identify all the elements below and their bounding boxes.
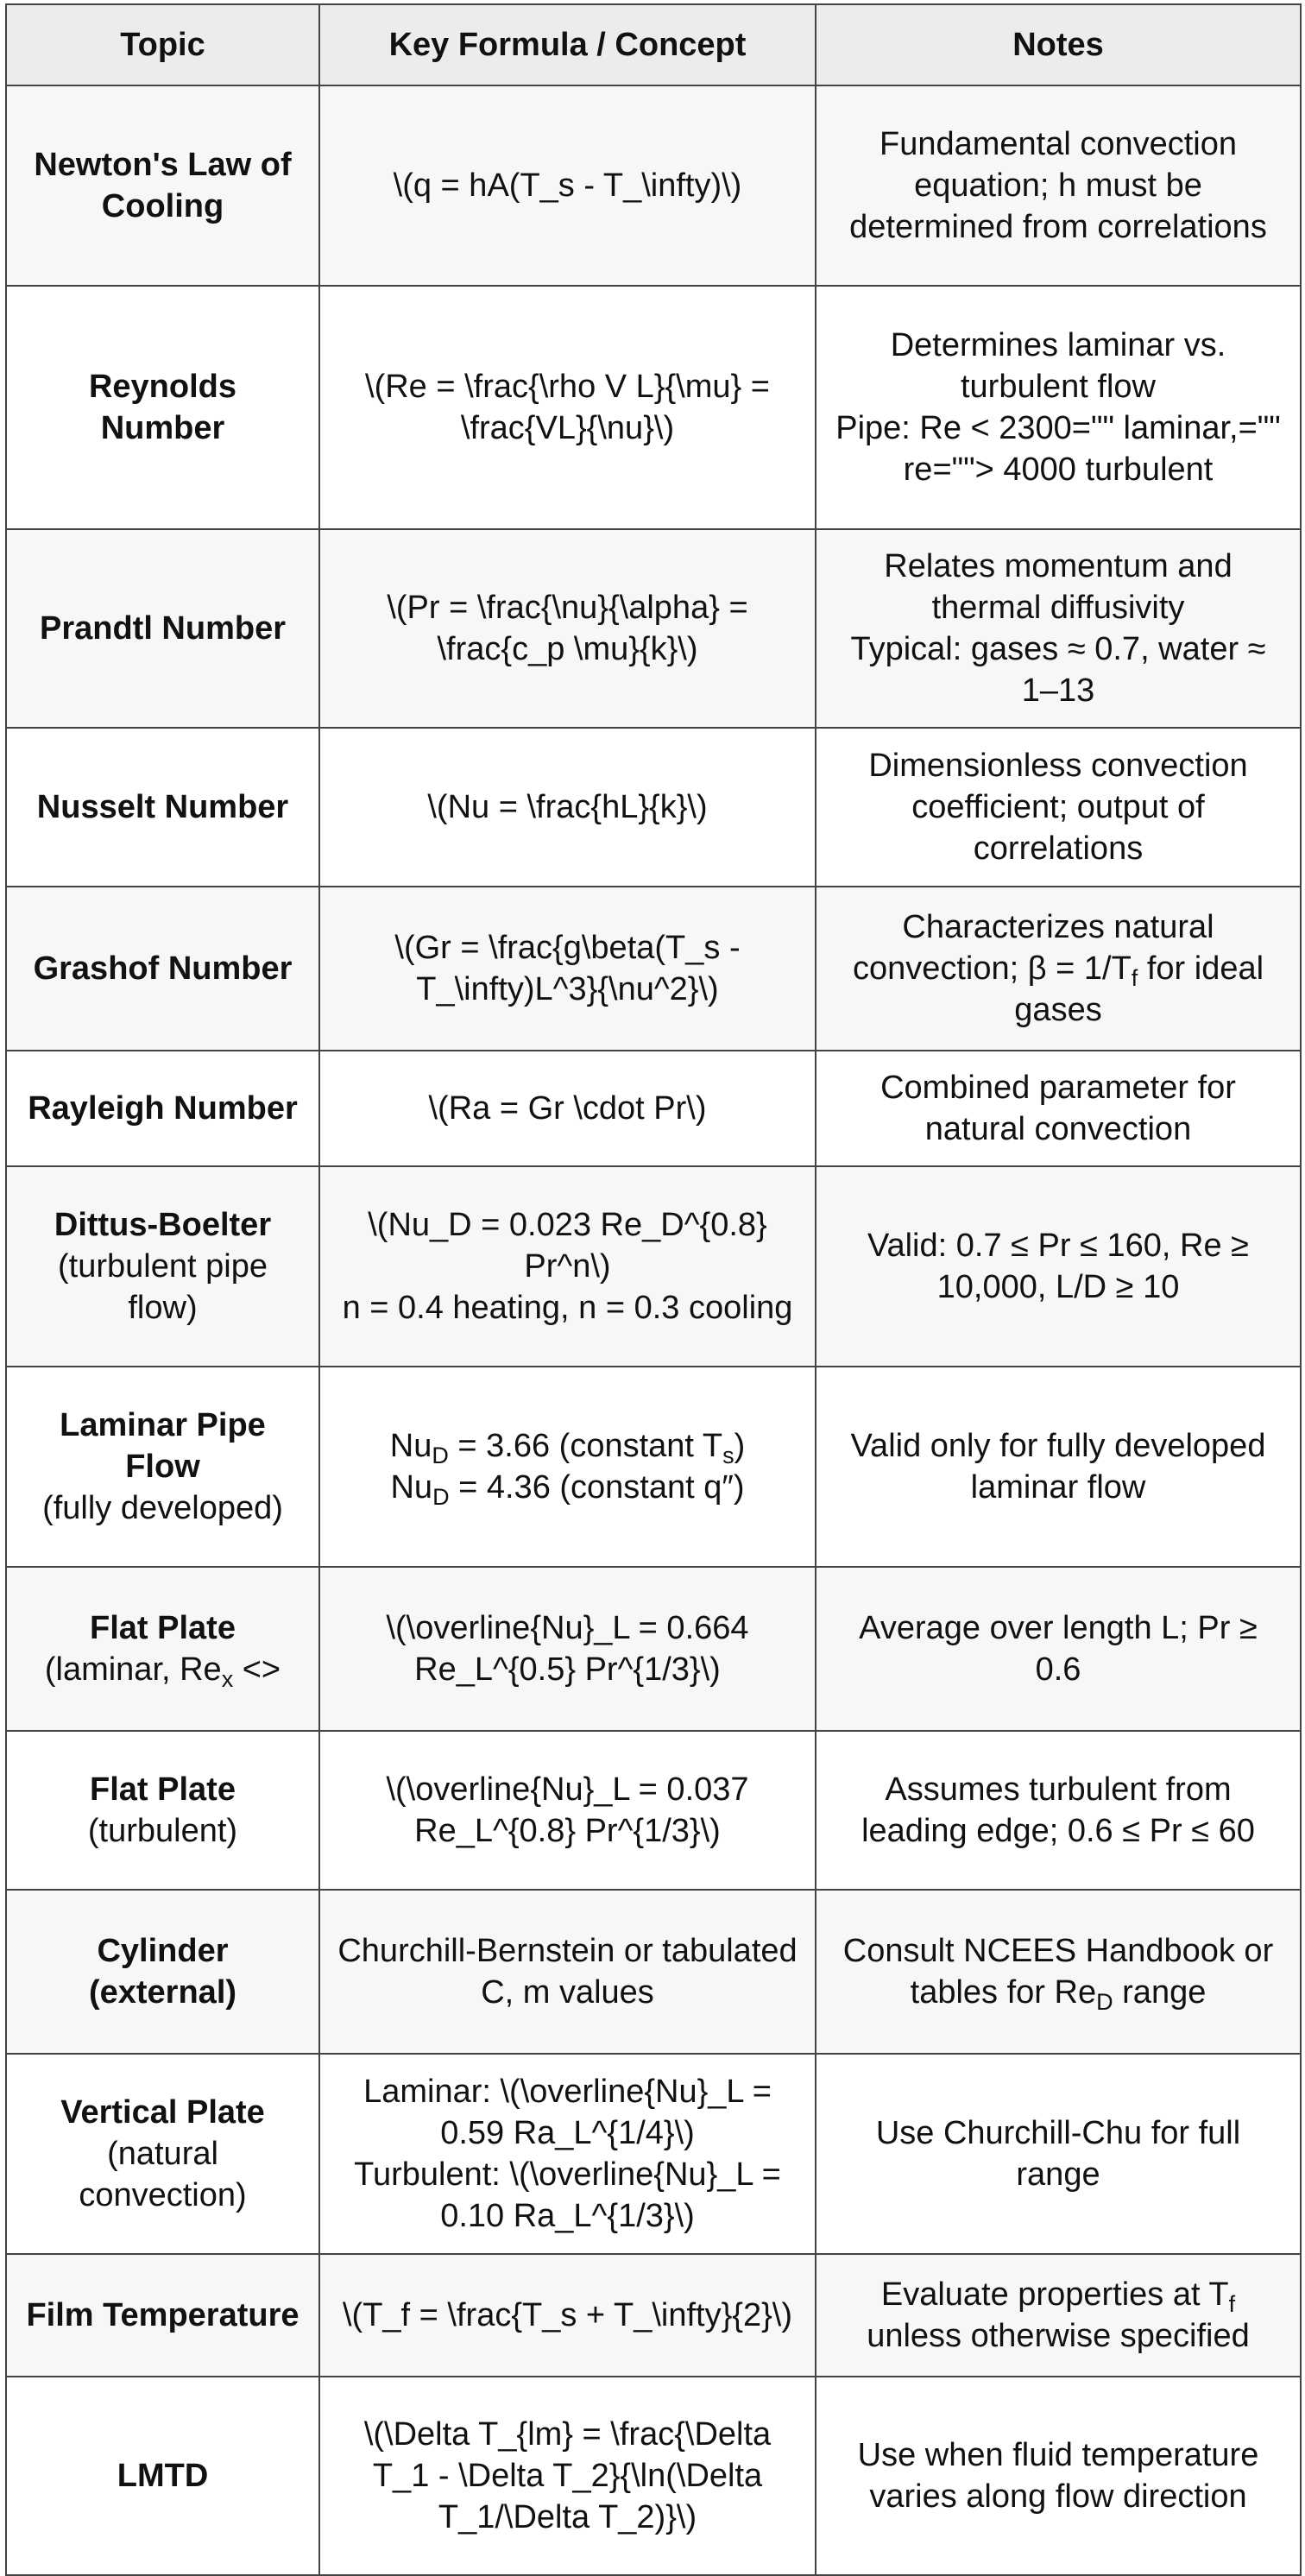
topic-title: Grashof Number — [33, 950, 293, 987]
formula-cell: \(q = hA(T_s - T_\infty)\) — [319, 85, 816, 286]
formula-text: ) — [734, 1428, 746, 1464]
notes-cell: Dimensionless convection coefficient; output of correlations — [816, 728, 1301, 887]
topic-subtitle: (turbulent) — [87, 1813, 238, 1849]
table-row — [6, 1166, 1301, 1367]
notes-cell: Assumes turbulent from leading edge; 0.6 ≤ Pr ≤ 60 — [816, 1731, 1301, 1890]
table-row — [6, 2054, 1301, 2254]
formula-cell: \(\Delta T_{lm} = \frac{\Delta T_1 - \Delta T_2}{\ln(\Delta T_1/\Delta T_2)}\) — [319, 2377, 816, 2575]
table-row — [6, 887, 1301, 1051]
topic-subtitle — [22, 1649, 303, 1690]
subscript: D — [1096, 1989, 1113, 2015]
notes-cell: Average over length L; Pr ≥ 0.6 — [816, 1567, 1301, 1731]
topic-cell — [6, 1567, 319, 1731]
table-row — [6, 2254, 1301, 2377]
formula-line: \(Nu_D = 0.023 Re_D^{0.8} Pr^n\) — [368, 1207, 767, 1285]
table-row — [6, 286, 1301, 529]
topic-subtitle: (natural convection) — [79, 2136, 247, 2213]
subtitle-text: <> — [233, 1651, 281, 1688]
topic-cell — [6, 887, 319, 1051]
header-formula: Key Formula / Concept — [319, 4, 816, 85]
formula-cell: \(\overline{Nu}_L = 0.037 Re_L^{0.8} Pr^{1/3}\) — [319, 1731, 816, 1890]
topic-cell — [6, 85, 319, 286]
topic-cell — [6, 286, 319, 529]
header-notes: Notes — [816, 4, 1301, 85]
notes-cell — [816, 529, 1301, 728]
formula-line — [336, 1425, 799, 1467]
topic-cell — [6, 1731, 319, 1890]
formula-text: = 4.36 (constant q″) — [449, 1469, 745, 1506]
formula-text: Nu — [389, 1428, 432, 1464]
subscript: f — [1228, 2291, 1236, 2317]
notes-cell: Use when fluid temperature varies along flow direction — [816, 2377, 1301, 2575]
topic-title: Nusselt Number — [36, 789, 289, 825]
formula-line: Turbulent: \(\overline{Nu}_L = 0.10 Ra_L^{1/3}\) — [354, 2156, 781, 2234]
notes-text: for ideal gases — [1014, 950, 1264, 1028]
topic-cell — [6, 1051, 319, 1166]
topic-cell — [6, 529, 319, 728]
topic-title: Rayleigh Number — [28, 1090, 298, 1127]
subscript: D — [432, 1484, 450, 1510]
notes-line: Pipe: Re < 2300="" laminar,="" re=""> 4000 turbulent — [835, 410, 1281, 488]
formula-cell: \(T_f = \frac{T_s + T_\infty}{2}\) — [319, 2254, 816, 2377]
topic-title: Vertical Plate — [60, 2094, 265, 2131]
formula-cell: Churchill-Bernstein or tabulated C, m values — [319, 1890, 816, 2054]
header-topic: Topic — [6, 4, 319, 85]
formula-cell: \(Pr = \frac{\nu}{\alpha} = \frac{c_p \mu}{k}\) — [319, 529, 816, 728]
formula-cell — [319, 1367, 816, 1567]
notes-cell: Fundamental convection equation; h must be determined from correlations — [816, 85, 1301, 286]
topic-title: Newton's Law of Cooling — [34, 147, 292, 224]
topic-title: Reynolds Number — [88, 369, 237, 446]
topic-cell — [6, 1890, 319, 2054]
notes-line: Typical: gases ≈ 0.7, water ≈ 1–13 — [850, 631, 1266, 709]
table-row — [6, 85, 1301, 286]
notes-cell — [816, 2254, 1301, 2377]
notes-text: range — [1113, 1974, 1207, 2011]
formula-line: n = 0.4 heating, n = 0.3 cooling — [342, 1290, 793, 1326]
table-row — [6, 1731, 1301, 1890]
notes-text: Consult NCEES Handbook or tables for Re — [842, 1933, 1274, 2011]
notes-text: Characterizes natural convection; β = 1/T — [852, 909, 1214, 987]
table-row — [6, 529, 1301, 728]
topic-title: Laminar Pipe Flow — [60, 1407, 266, 1485]
topic-title: Flat Plate — [90, 1771, 236, 1808]
notes-cell — [816, 1890, 1301, 2054]
table-row — [6, 728, 1301, 887]
formula-line — [336, 1467, 799, 1508]
formula-cell: \(Nu = \frac{hL}{k}\) — [319, 728, 816, 887]
topic-title: Dittus-Boelter — [54, 1207, 272, 1243]
topic-title: Prandtl Number — [39, 610, 287, 647]
formula-cell: \(Gr = \frac{g\beta(T_s - T_\infty)L^3}{\nu^2}\) — [319, 887, 816, 1051]
subtitle-text: (laminar, Re — [44, 1651, 222, 1688]
topic-cell — [6, 1367, 319, 1567]
topic-subtitle: (fully developed) — [42, 1490, 283, 1526]
table-row — [6, 1567, 1301, 1731]
topic-title: Flat Plate — [90, 1610, 236, 1646]
header-row — [6, 4, 1301, 85]
table-row — [6, 1890, 1301, 2054]
notes-cell: Valid: 0.7 ≤ Pr ≤ 160, Re ≥ 10,000, L/D ≥ 10 — [816, 1166, 1301, 1367]
table-row — [6, 2377, 1301, 2575]
notes-cell — [816, 887, 1301, 1051]
topic-title: LMTD — [117, 2458, 209, 2494]
formula-text: = 3.66 (constant T — [448, 1428, 723, 1464]
table-row — [6, 1367, 1301, 1567]
notes-text: unless otherwise specified — [867, 2318, 1250, 2354]
formula-cell: \(\overline{Nu}_L = 0.664 Re_L^{0.5} Pr^{1/3}\) — [319, 1567, 816, 1731]
subscript: f — [1131, 965, 1138, 991]
notes-line: Relates momentum and thermal diffusivity — [884, 548, 1232, 626]
notes-line: Determines laminar vs. turbulent flow — [890, 327, 1226, 405]
formula-cell — [319, 1166, 816, 1367]
table-row — [6, 1051, 1301, 1166]
topic-cell — [6, 2054, 319, 2254]
formula-cell: \(Re = \frac{\rho V L}{\mu} = \frac{VL}{\nu}\) — [319, 286, 816, 529]
formula-text: Nu — [390, 1469, 433, 1506]
notes-text: Evaluate properties at T — [880, 2276, 1229, 2313]
topic-cell — [6, 2254, 319, 2377]
subscript: x — [221, 1666, 234, 1692]
notes-cell: Valid only for fully developed laminar flow — [816, 1367, 1301, 1567]
notes-cell: Combined parameter for natural convection — [816, 1051, 1301, 1166]
notes-cell — [816, 286, 1301, 529]
formula-cell: \(Ra = Gr \cdot Pr\) — [319, 1051, 816, 1166]
formula-table — [5, 3, 1302, 2576]
formula-line: Laminar: \(\overline{Nu}_L = 0.59 Ra_L^{1/4}\) — [363, 2074, 772, 2151]
topic-title: Film Temperature — [26, 2297, 299, 2333]
subscript: D — [432, 1443, 449, 1468]
topic-cell — [6, 728, 319, 887]
topic-cell — [6, 2377, 319, 2575]
subscript: s — [722, 1443, 734, 1468]
topic-subtitle: (turbulent pipe flow) — [58, 1248, 268, 1326]
formula-cell — [319, 2054, 816, 2254]
topic-cell — [6, 1166, 319, 1367]
topic-title: Cylinder (external) — [88, 1933, 237, 2011]
notes-cell: Use Churchill-Chu for full range — [816, 2054, 1301, 2254]
